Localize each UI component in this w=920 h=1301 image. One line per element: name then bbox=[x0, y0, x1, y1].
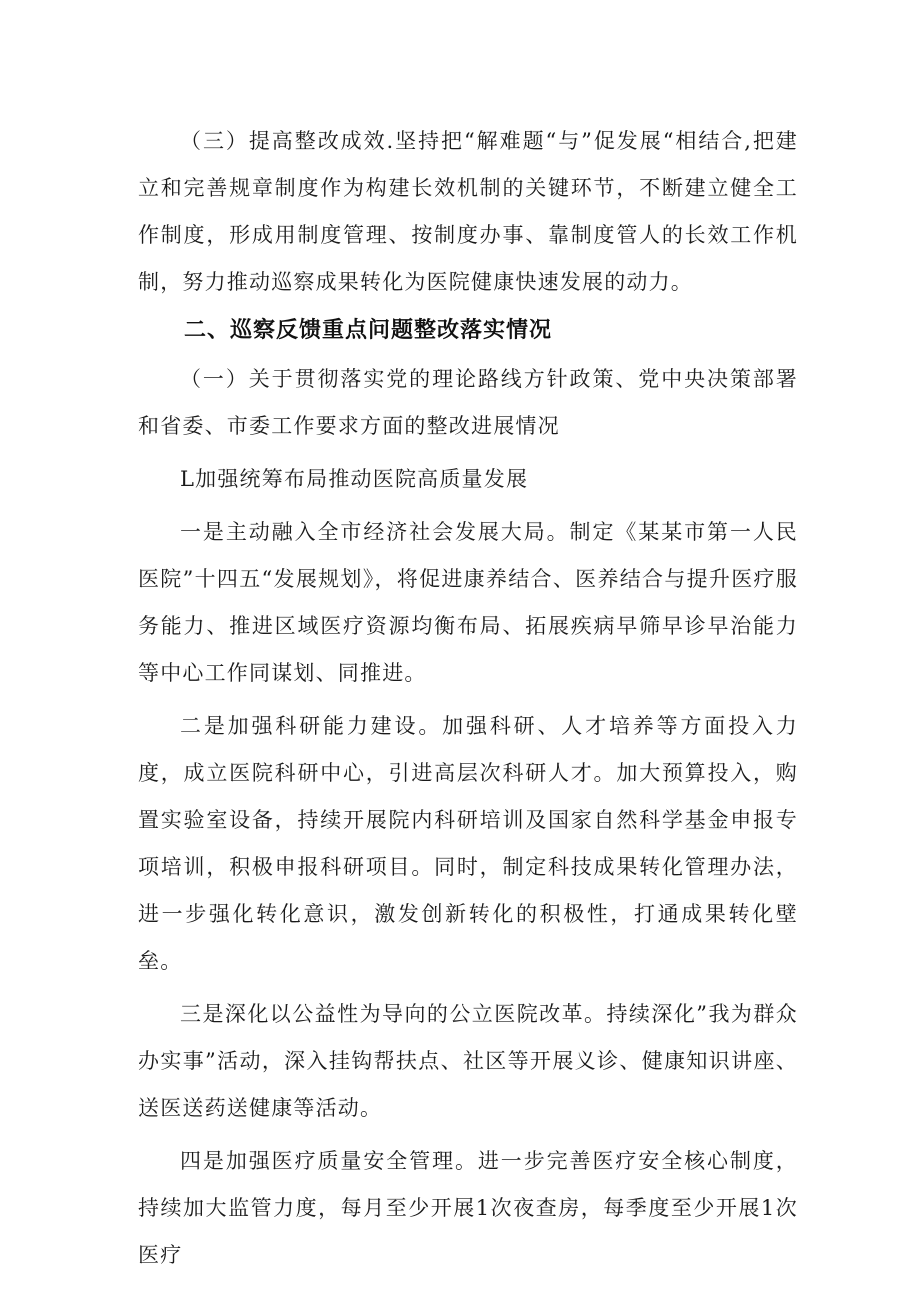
paragraph-item-title: L加强统筹布局推动医院高质量发展 bbox=[180, 467, 529, 491]
paragraph-point-two: 二是加强科研能力建设。加强科研、人才培养等方面投入力度，成立医院科研中心，引进高层次科研人才。加大预算投入，购置实验室设备，持续开展院内科研培训及国家自然科学基金申报专项培训，积极申报科研项目。同时，制定科技成果转化管理办法，进一步强化转化意识，激发创新转化的积极性，打通成果转化壁垒。 bbox=[138, 714, 798, 973]
paragraph-point-three: 三是深化以公益性为导向的公立医院改革。持续深化”我为群众办实事”活动，深入挂钩帮扶点、社区等开展义诊、健康知识讲座、送医送药送健康等活动。 bbox=[138, 1002, 798, 1120]
paragraph-point-four: 四是加强医疗质量安全管理。进一步完善医疗安全核心制度，持续加大监管力度，每月至少开展1次夜查房，每季度至少开展1次医疗 bbox=[138, 1149, 798, 1267]
section-heading: 二、巡察反馈重点问题整改落实情况 bbox=[184, 318, 553, 343]
paragraph-improve-rectification: （三）提高整改成效.坚持把“解难题“与”促发展“相结合,把建立和完善规章制度作为构建长效机制的关键环节，不断建立健全工作制度，形成用制度管理、按制度办事、靠制度管人的长效工作机制，努力推动巡察成果转化为医院健康快速发展的动力。 bbox=[138, 129, 798, 294]
paragraph-subsection-one: （一）关于贯彻落实党的理论路线方针政策、党中央决策部署和省委、市委工作要求方面的整改进展情况 bbox=[138, 367, 798, 438]
document-body bbox=[138, 118, 798, 1279]
paragraph-point-one: 一是主动融入全市经济社会发展大局。制定《某某市第一人民医院”十四五“发展规划》，将促进康养结合、医养结合与提升医疗服务能力、推进区域医疗资源均衡布局、拓展疾病早筛早诊早治能力等中心工作同谋划、同推进。 bbox=[138, 520, 798, 685]
